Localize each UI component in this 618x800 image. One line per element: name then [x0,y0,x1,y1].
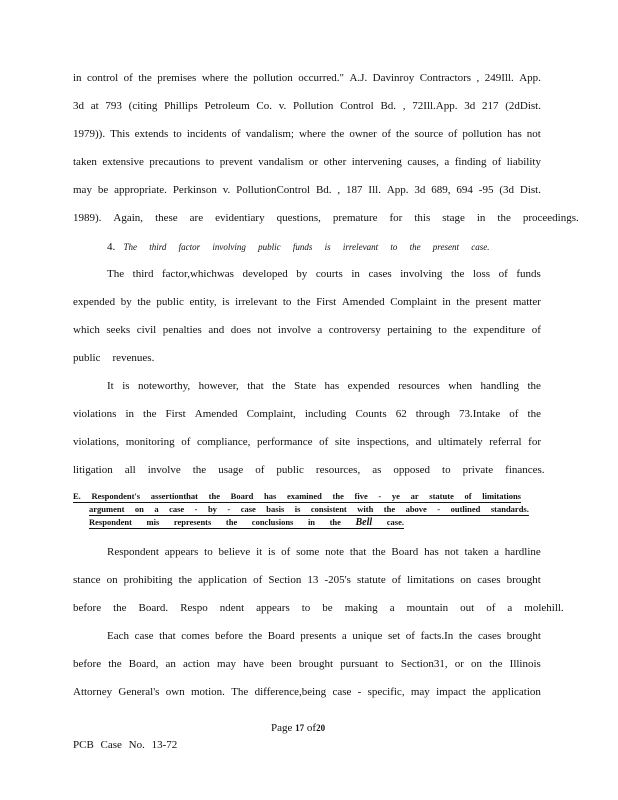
text-line: stance on prohibiting the application of Section 13 -205's statute of limitations on cases brought [73,574,541,586]
section-heading-e-line: E. Respondent's assertionthat the Board has examined the five - ye ar statute of limitations [73,491,521,501]
text-line: violations in the First Amended Complaint, including Counts 62 through 73.Intake of the [73,408,541,420]
text-line: before the Board, an action may have been brought pursuant to Section31, or on the Illinois [73,658,541,670]
text-line: Each case that comes before the Board presents a unique set of facts.In the cases brought [107,630,541,642]
text-line: 1979)). This extends to incidents of vandalism; where the owner of the source of pollution has not [73,128,541,140]
text-line: violations, monitoring of compliance, performance of site inspections, and ultimately referral for [73,436,541,448]
page-current: 17 [295,723,305,733]
text-line: public revenues. [73,352,155,364]
text-line: The third factor,whichwas developed by courts in cases involving the loss of funds [107,268,541,280]
text-line: in control of the premises where the pollution occurred." A.J. Davinroy Contractors , 249Ill. App. [73,72,541,84]
text-line: may be appropriate. Perkinson v. PollutionControl Bd. , 187 Ill. App. 3d 689, 694 -95 (3d Dist. [73,184,541,196]
page-prefix: Page [271,722,293,734]
text-line: before the Board. Respo ndent appears to be making a mountain out of a molehill. [73,602,564,614]
text-line: litigation all involve the usage of public resources, as opposed to private finances. [73,464,545,476]
page-total: 20 [316,723,326,733]
text-line: It is noteworthy, however, that the State has expended resources when handling the [107,380,541,392]
page-number [271,722,325,734]
text-line: Respondent appears to believe it is of some note that the Board has not taken a hardline [107,546,541,558]
text-line: 3d at 793 (citing Phillips Petroleum Co. v. Pollution Control Bd. , 72Ill.App. 3d 217 (2dDist. [73,100,541,112]
case-number: PCB Case No. 13-72 [73,739,178,751]
heading-number: 4. [107,241,116,253]
section-heading-e-line: argument on a case - by - case basis is consistent with the above - outlined standards. [89,504,529,514]
text-line: taken extensive precautions to prevent vandalism or other intervening causes, a finding of liability [73,156,541,168]
section-heading-4 [107,241,489,253]
text-line: Attorney General's own motion. The difference,being case - specific, may impact the application [73,686,541,698]
text-line: expended by the public entity, is irrelevant to the First Amended Complaint in the present matter [73,296,541,308]
heading-text: The third factor involving public funds is irrelevant to the present case. [123,242,490,252]
section-heading-e-line: Respondent mis represents the conclusions in the Bell case. [89,517,404,528]
text-line: 1989). Again, these are evidentiary questions, premature for this stage in the proceedings. [73,212,579,224]
text-line: which seeks civil penalties and does not involve a controversy pertaining to the expenditure of [73,324,541,336]
page-of: of [306,722,317,734]
